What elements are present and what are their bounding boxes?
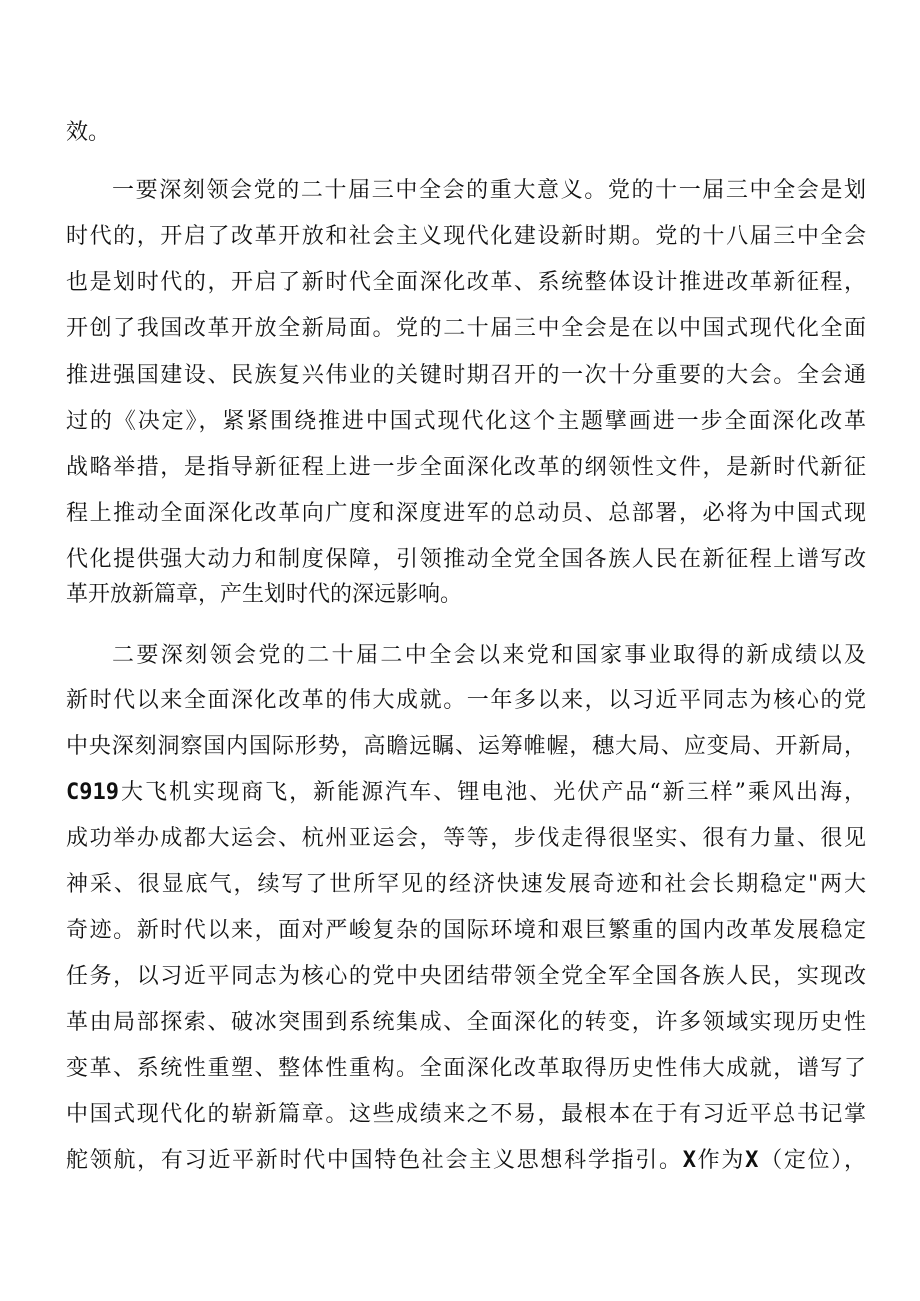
paragraph-2-line: 二要深刻领会党的二十届二中全会以来党和国家事业取得的新成绩以及 [112,643,866,668]
aircraft-model-code: C919 [66,780,119,805]
paragraph-continuation: 效。 [66,120,111,145]
paragraph-2-line: 奇迹。新时代以来，面对严峻复杂的国际环境和艰巨繁重的国内改革发展稳定 [66,918,866,943]
paragraph-1-line: 程上推动全面深化改革向广度和深度进军的总动员、总部署，必将为中国式现 [66,501,866,526]
paragraph-2-line-text: 作为 [695,1148,746,1173]
paragraph-2-line: 新时代以来全面深化改革的伟大成就。一年多以来，以习近平同志为核心的党 [66,688,866,713]
paragraph-1-line: 过的《决定》，紧紧围绕推进中国式现代化这个主题擘画进一步全面深化改革 [66,409,866,434]
paragraph-1-line: 推进强国建设、民族复兴伟业的关键时期召开的一次十分重要的大会。全会通 [66,363,866,388]
paragraph-2-line-text: 大飞机实现商飞，新能源汽车、锂电池、光伏产品“新三样”乘风出海， [118,780,866,805]
paragraph-2-line: 变革、系统性重塑、整体性重构。全面深化改革取得历史性伟大成就，谱写了 [66,1056,866,1081]
paragraph-2-line: 中国式现代化的崭新篇章。这些成绩来之不易，最根本在于有习近平总书记掌 [66,1102,866,1127]
paragraph-1-line: 时代的，开启了改革开放和社会主义现代化建设新时期。党的十八届三中全会 [66,224,866,249]
paragraph-1-line: 开创了我国改革开放全新局面。党的二十届三中全会是在以中国式现代化全面 [66,316,866,341]
paragraph-1-line: 也是划时代的，开启了新时代全面深化改革、系统整体设计推进改革新征程， [66,270,866,295]
paragraph-2-line: 神采、很显底气，续写了世所罕见的经济快速发展奇迹和社会长期稳定"两大 [66,872,866,897]
placeholder-x: X [745,1148,759,1173]
paragraph-2-line: 中央深刻洞察国内国际形势，高瞻远瞩、运筹帷幄，穗大局、应变局、开新局， [66,734,866,759]
paragraph-1-line: 一要深刻领会党的二十届三中全会的重大意义。党的十一届三中全会是划 [112,178,866,203]
placeholder-x: X [682,1148,696,1173]
paragraph-1-line: 革开放新篇章，产生划时代的深远影响。 [66,582,463,607]
paragraph-1-line: 战略举措，是指导新征程上进一步全面深化改革的纲领性文件，是新时代新征 [66,455,866,480]
paragraph-2-line: 任务，以习近平同志为核心的党中央团结带领全党全军全国各族人民，实现改 [66,964,866,989]
paragraph-1-line: 代化提供强大动力和制度保障，引领推动全党全国各族人民在新征程上谱写改 [66,547,866,572]
paragraph-2-line [66,1146,866,1176]
paragraph-2-line [66,778,866,808]
paragraph-2-line: 成功举办成都大运会、杭州亚运会，等等，步伐走得很坚实、很有力量、很见 [66,826,866,851]
paragraph-2-line-text: （定位）， [758,1148,866,1173]
paragraph-2-line-text: 舵领航，有习近平新时代中国特色社会主义思想科学指引。 [66,1148,683,1173]
paragraph-2-line: 革由局部探索、破冰突围到系统集成、全面深化的转变，许多领域实现历史性 [66,1010,866,1035]
